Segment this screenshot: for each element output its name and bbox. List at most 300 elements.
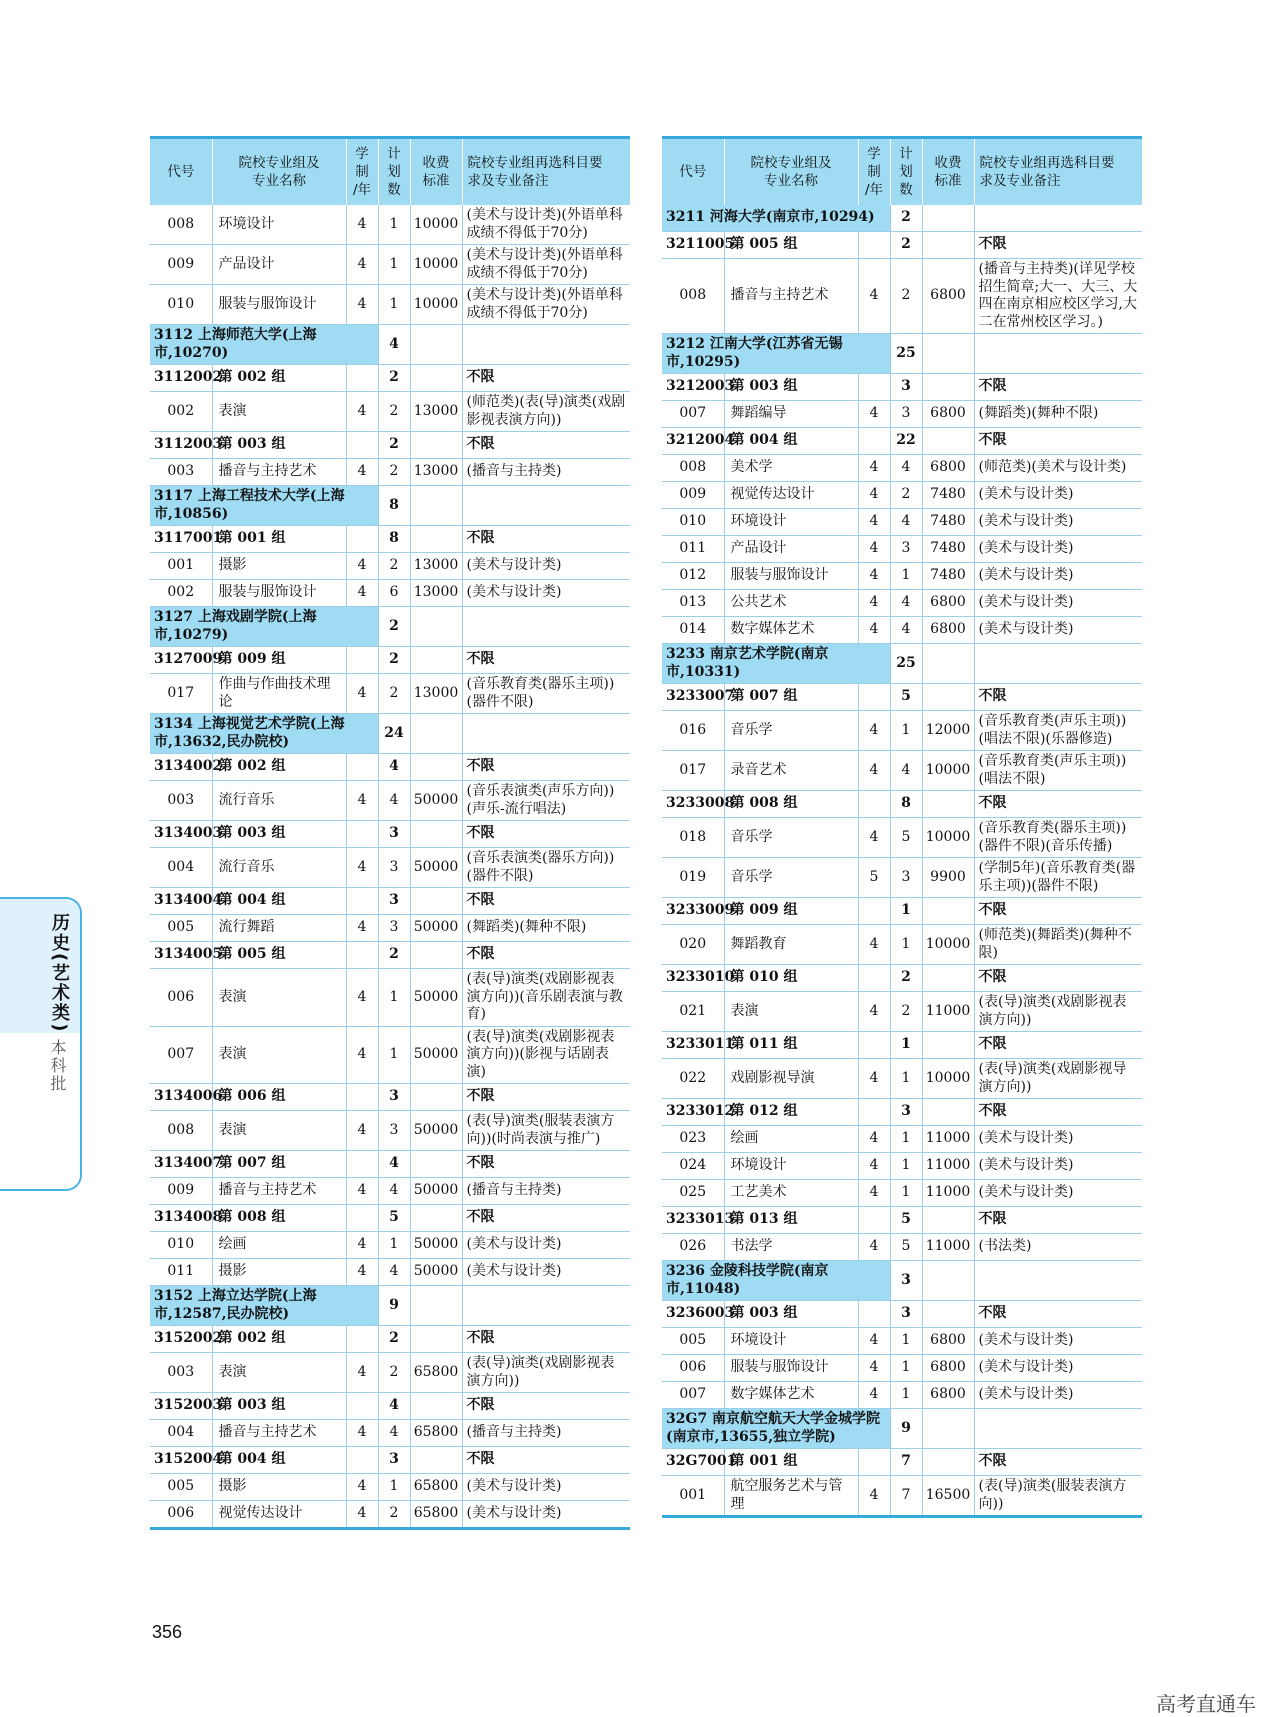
years-cell: 4 <box>346 580 378 607</box>
major-code: 001 <box>662 1476 724 1517</box>
fee-cell <box>922 898 974 925</box>
years-cell <box>346 432 378 459</box>
group-row <box>150 1205 630 1232</box>
fee-cell: 6800 <box>922 455 974 482</box>
university-name: 3212 江南大学(江苏省无锡市,10295) <box>662 334 890 374</box>
plan-count: 1 <box>378 969 410 1027</box>
requirement-cell: 不限 <box>974 1099 1142 1126</box>
plan-count: 2 <box>890 205 922 232</box>
years-cell: 4 <box>346 1501 378 1529</box>
years-cell: 4 <box>346 459 378 486</box>
requirement-cell <box>974 205 1142 232</box>
plan-count: 4 <box>378 1420 410 1447</box>
years-cell: 4 <box>858 1355 890 1382</box>
group-code: 3233009 <box>662 898 724 925</box>
requirement-cell: (美术与设计类) <box>974 563 1142 590</box>
group-row <box>150 365 630 392</box>
fee-cell: 10000 <box>410 245 462 285</box>
group-row <box>150 526 630 553</box>
years-cell: 4 <box>858 401 890 428</box>
years-cell: 4 <box>346 1178 378 1205</box>
major-name: 摄影 <box>212 1259 346 1286</box>
fee-cell: 65800 <box>410 1474 462 1501</box>
major-name: 表演 <box>212 392 346 432</box>
fee-cell: 11000 <box>922 1234 974 1261</box>
years-cell: 4 <box>858 1059 890 1099</box>
requirement-cell: (师范类)(美术与设计类) <box>974 455 1142 482</box>
group-code: 3212004 <box>662 428 724 455</box>
plan-count: 9 <box>890 1409 922 1449</box>
group-code: 3134005 <box>150 942 212 969</box>
requirement-cell: 不限 <box>462 1205 630 1232</box>
years-cell <box>346 365 378 392</box>
plan-count: 5 <box>378 1205 410 1232</box>
major-row <box>150 915 630 942</box>
major-name: 绘画 <box>724 1126 858 1153</box>
group-code: 3134002 <box>150 754 212 781</box>
years-cell: 4 <box>346 848 378 888</box>
university-name: 3112 上海师范大学(上海市,10270) <box>150 325 378 365</box>
university-row <box>150 714 630 754</box>
group-code: 3112003 <box>150 432 212 459</box>
years-cell: 4 <box>858 1382 890 1409</box>
major-row <box>662 992 1142 1032</box>
requirement-cell: (舞蹈类)(舞种不限) <box>462 915 630 942</box>
major-row <box>150 245 630 285</box>
years-cell <box>346 526 378 553</box>
group-code: 3112002 <box>150 365 212 392</box>
fee-cell <box>410 486 462 526</box>
plan-count: 4 <box>378 1393 410 1420</box>
major-code: 003 <box>150 781 212 821</box>
group-name: 第 005 组 <box>212 942 346 969</box>
plan-count: 3 <box>890 536 922 563</box>
plan-count: 1 <box>890 1382 922 1409</box>
plan-count: 2 <box>378 553 410 580</box>
watermark-text: 高考直通车 <box>1156 1692 1256 1716</box>
plan-count: 24 <box>378 714 410 754</box>
major-name: 作曲与作曲技术理论 <box>212 674 346 714</box>
plan-count: 2 <box>378 647 410 674</box>
plan-count: 3 <box>378 915 410 942</box>
major-name: 音乐学 <box>724 711 858 751</box>
group-name: 第 001 组 <box>212 526 346 553</box>
years-cell: 4 <box>346 1259 378 1286</box>
group-code: 3152003 <box>150 1393 212 1420</box>
requirement-cell: (美术与设计类) <box>462 1259 630 1286</box>
years-cell: 4 <box>858 711 890 751</box>
major-code: 018 <box>662 818 724 858</box>
fee-cell: 10000 <box>922 925 974 965</box>
group-row <box>662 1301 1142 1328</box>
years-cell <box>346 647 378 674</box>
major-row <box>150 285 630 325</box>
fee-cell: 12000 <box>922 711 974 751</box>
years-cell: 4 <box>346 1232 378 1259</box>
requirement-cell: 不限 <box>462 1151 630 1178</box>
years-cell: 4 <box>858 1153 890 1180</box>
years-cell <box>858 428 890 455</box>
fee-cell <box>410 888 462 915</box>
header-years: 学 制 /年 <box>346 138 378 206</box>
fee-cell: 50000 <box>410 1232 462 1259</box>
fee-cell: 16500 <box>922 1476 974 1517</box>
years-cell <box>346 1205 378 1232</box>
requirement-cell: (美术与设计类) <box>974 509 1142 536</box>
fee-cell: 50000 <box>410 915 462 942</box>
requirement-cell: (美术与设计类) <box>974 1180 1142 1207</box>
major-name: 产品设计 <box>212 245 346 285</box>
major-code: 017 <box>150 674 212 714</box>
group-name: 第 012 组 <box>724 1099 858 1126</box>
major-name: 摄影 <box>212 553 346 580</box>
major-name: 公共艺术 <box>724 590 858 617</box>
major-name: 播音与主持艺术 <box>212 459 346 486</box>
requirement-cell: (舞蹈类)(舞种不限) <box>974 401 1142 428</box>
fee-cell <box>922 334 974 374</box>
plan-count: 8 <box>890 791 922 818</box>
major-row <box>150 1501 630 1529</box>
major-code: 023 <box>662 1126 724 1153</box>
fee-cell: 13000 <box>410 553 462 580</box>
years-cell: 4 <box>346 1474 378 1501</box>
group-name: 第 009 组 <box>212 647 346 674</box>
group-row <box>150 647 630 674</box>
fee-cell <box>410 754 462 781</box>
years-cell: 4 <box>858 563 890 590</box>
fee-cell: 10000 <box>922 1059 974 1099</box>
fee-cell <box>922 1301 974 1328</box>
fee-cell <box>410 942 462 969</box>
group-row <box>150 754 630 781</box>
requirement-cell: 不限 <box>974 684 1142 711</box>
requirement-cell: 不限 <box>974 1032 1142 1059</box>
group-name: 第 003 组 <box>724 1301 858 1328</box>
major-code: 002 <box>150 392 212 432</box>
major-row <box>662 536 1142 563</box>
university-row <box>662 644 1142 684</box>
fee-cell <box>922 205 974 232</box>
years-cell: 4 <box>858 925 890 965</box>
fee-cell: 11000 <box>922 1126 974 1153</box>
major-code: 026 <box>662 1234 724 1261</box>
fee-cell: 10000 <box>410 285 462 325</box>
fee-cell: 50000 <box>410 1178 462 1205</box>
fee-cell: 10000 <box>922 818 974 858</box>
fee-cell <box>410 607 462 647</box>
fee-cell <box>922 1409 974 1449</box>
university-name: 3117 上海工程技术大学(上海市,10856) <box>150 486 378 526</box>
major-row <box>150 1353 630 1393</box>
group-row <box>150 1326 630 1353</box>
major-row <box>150 392 630 432</box>
major-name: 表演 <box>212 1353 346 1393</box>
university-name: 3233 南京艺术学院(南京市,10331) <box>662 644 890 684</box>
fee-cell <box>410 432 462 459</box>
major-row <box>662 1328 1142 1355</box>
requirement-cell <box>974 644 1142 684</box>
fee-cell <box>410 1084 462 1111</box>
major-row <box>662 1382 1142 1409</box>
plan-count: 1 <box>890 1355 922 1382</box>
major-name: 数字媒体艺术 <box>724 617 858 644</box>
plan-count: 2 <box>378 1353 410 1393</box>
fee-cell: 50000 <box>410 1259 462 1286</box>
plan-count: 2 <box>890 259 922 334</box>
major-code: 002 <box>150 580 212 607</box>
table-header <box>662 138 1142 206</box>
major-code: 005 <box>150 915 212 942</box>
group-code: 3233011 <box>662 1032 724 1059</box>
requirement-cell: (音乐表演类(器乐方向))(器件不限) <box>462 848 630 888</box>
major-code: 022 <box>662 1059 724 1099</box>
fee-cell <box>410 821 462 848</box>
fee-cell: 50000 <box>410 1111 462 1151</box>
major-name: 舞蹈教育 <box>724 925 858 965</box>
requirement-cell: (美术与设计类) <box>462 1501 630 1529</box>
university-row <box>150 607 630 647</box>
group-row <box>662 428 1142 455</box>
major-name: 流行音乐 <box>212 848 346 888</box>
plan-count: 25 <box>890 644 922 684</box>
major-code: 016 <box>662 711 724 751</box>
university-row <box>662 334 1142 374</box>
major-code: 009 <box>662 482 724 509</box>
fee-cell: 11000 <box>922 1180 974 1207</box>
group-code: 3236003 <box>662 1301 724 1328</box>
requirement-cell: (音乐教育类(声乐主项))(唱法不限)(乐器修造) <box>974 711 1142 751</box>
requirement-cell: 不限 <box>974 965 1142 992</box>
plan-count: 2 <box>890 992 922 1032</box>
plan-count: 2 <box>378 392 410 432</box>
requirement-cell: 不限 <box>462 821 630 848</box>
plan-count: 3 <box>890 374 922 401</box>
years-cell: 4 <box>346 553 378 580</box>
plan-count: 2 <box>378 674 410 714</box>
requirement-cell: (播音与主持类)(详见学校招生简章;大一、大三、大四在南京相应校区学习,大二在常州校区学习。) <box>974 259 1142 334</box>
group-code: 3134004 <box>150 888 212 915</box>
plan-count: 3 <box>890 1261 922 1301</box>
group-name: 第 003 组 <box>724 374 858 401</box>
fee-cell: 50000 <box>410 848 462 888</box>
fee-cell: 9900 <box>922 858 974 898</box>
years-cell <box>858 1301 890 1328</box>
requirement-cell: (播音与主持类) <box>462 1420 630 1447</box>
requirement-cell: (美术与设计类) <box>974 1382 1142 1409</box>
major-row <box>662 818 1142 858</box>
group-row <box>662 1207 1142 1234</box>
years-cell: 4 <box>346 1420 378 1447</box>
fee-cell <box>922 232 974 259</box>
major-name: 服装与服饰设计 <box>724 1355 858 1382</box>
requirement-cell: (美术与设计类) <box>462 580 630 607</box>
requirement-cell: 不限 <box>974 374 1142 401</box>
years-cell: 4 <box>858 1180 890 1207</box>
major-name: 播音与主持艺术 <box>212 1420 346 1447</box>
plan-count: 2 <box>378 607 410 647</box>
years-cell <box>346 1393 378 1420</box>
years-cell: 4 <box>858 818 890 858</box>
major-code: 020 <box>662 925 724 965</box>
plan-count: 4 <box>890 455 922 482</box>
major-code: 010 <box>150 285 212 325</box>
years-cell <box>346 1151 378 1178</box>
plan-count: 5 <box>890 818 922 858</box>
years-cell <box>346 1084 378 1111</box>
header-code: 代号 <box>662 138 724 206</box>
major-code: 010 <box>662 509 724 536</box>
major-code: 024 <box>662 1153 724 1180</box>
years-cell: 4 <box>858 1234 890 1261</box>
group-row <box>150 942 630 969</box>
plan-count: 2 <box>378 432 410 459</box>
requirement-cell: 不限 <box>462 888 630 915</box>
fee-cell <box>922 965 974 992</box>
fee-cell <box>922 684 974 711</box>
group-row <box>662 684 1142 711</box>
major-code: 004 <box>150 848 212 888</box>
years-cell <box>346 754 378 781</box>
years-cell: 4 <box>346 1353 378 1393</box>
major-name: 美术学 <box>724 455 858 482</box>
group-row <box>150 1084 630 1111</box>
major-name: 环境设计 <box>212 205 346 245</box>
fee-cell: 13000 <box>410 392 462 432</box>
years-cell <box>858 1099 890 1126</box>
plan-count: 1 <box>378 245 410 285</box>
years-cell <box>858 374 890 401</box>
fee-cell <box>410 365 462 392</box>
requirement-cell: (表(导)演类(服装表演方向))(时尚表演与推广) <box>462 1111 630 1151</box>
university-name: 3134 上海视觉艺术学院(上海市,13632,民办院校) <box>150 714 378 754</box>
major-row <box>150 1420 630 1447</box>
major-name: 播音与主持艺术 <box>724 259 858 334</box>
requirement-cell: (美术与设计类) <box>974 536 1142 563</box>
group-name: 第 005 组 <box>724 232 858 259</box>
plan-count: 5 <box>890 684 922 711</box>
group-name: 第 004 组 <box>212 1447 346 1474</box>
group-code: 3134007 <box>150 1151 212 1178</box>
side-tab-batch: 本科批 <box>48 1039 67 1093</box>
fee-cell <box>922 1261 974 1301</box>
page-number: 356 <box>152 1622 183 1642</box>
group-code: 3117001 <box>150 526 212 553</box>
group-code: 3127009 <box>150 647 212 674</box>
group-row <box>662 1449 1142 1476</box>
major-code: 025 <box>662 1180 724 1207</box>
major-row <box>150 553 630 580</box>
requirement-cell: (学制5年)(音乐教育类(器乐主项))(器件不限) <box>974 858 1142 898</box>
group-name: 第 010 组 <box>724 965 858 992</box>
major-code: 021 <box>662 992 724 1032</box>
university-row <box>662 205 1142 232</box>
plan-count: 4 <box>378 781 410 821</box>
university-name: 3211 河海大学(南京市,10294) <box>662 205 890 232</box>
requirement-cell: 不限 <box>462 754 630 781</box>
fee-cell <box>922 644 974 684</box>
fee-cell: 6800 <box>922 1355 974 1382</box>
plan-count: 8 <box>378 486 410 526</box>
fee-cell <box>410 1286 462 1326</box>
header-requirements: 院校专业组再选科目要 求及专业备注 <box>462 138 630 206</box>
plan-count: 3 <box>378 1084 410 1111</box>
fee-cell <box>410 1326 462 1353</box>
fee-cell: 11000 <box>922 1153 974 1180</box>
fee-cell: 50000 <box>410 781 462 821</box>
major-row <box>662 563 1142 590</box>
major-row <box>662 858 1142 898</box>
major-name: 服装与服饰设计 <box>212 285 346 325</box>
group-name: 第 003 组 <box>212 821 346 848</box>
plan-count: 1 <box>890 1059 922 1099</box>
requirement-cell: (美术与设计类)(外语单科成绩不得低于70分) <box>462 205 630 245</box>
major-name: 流行音乐 <box>212 781 346 821</box>
major-row <box>150 781 630 821</box>
major-row <box>662 1180 1142 1207</box>
fee-cell: 7480 <box>922 509 974 536</box>
requirement-cell: 不限 <box>462 1084 630 1111</box>
plan-count: 2 <box>890 965 922 992</box>
group-code: 3233013 <box>662 1207 724 1234</box>
major-name: 音乐学 <box>724 858 858 898</box>
plan-count: 1 <box>378 1474 410 1501</box>
fee-cell: 65800 <box>410 1501 462 1529</box>
group-row <box>150 432 630 459</box>
major-name: 环境设计 <box>724 1328 858 1355</box>
years-cell <box>346 942 378 969</box>
major-row <box>662 590 1142 617</box>
group-name: 第 006 组 <box>212 1084 346 1111</box>
requirement-cell: 不限 <box>462 365 630 392</box>
years-cell: 4 <box>858 1328 890 1355</box>
requirement-cell: (音乐教育类(器乐主项))(器件不限) <box>462 674 630 714</box>
major-row <box>662 1059 1142 1099</box>
years-cell: 4 <box>346 781 378 821</box>
major-code: 011 <box>662 536 724 563</box>
group-code: 3212003 <box>662 374 724 401</box>
fee-cell: 6800 <box>922 1382 974 1409</box>
requirement-cell: (表(导)演类(戏剧影视表演方向))(音乐剧表演与教育) <box>462 969 630 1027</box>
years-cell: 4 <box>858 1126 890 1153</box>
requirement-cell: 不限 <box>974 232 1142 259</box>
major-name: 服装与服饰设计 <box>212 580 346 607</box>
plan-count: 8 <box>378 526 410 553</box>
years-cell: 4 <box>858 1476 890 1517</box>
group-name: 第 007 组 <box>724 684 858 711</box>
group-name: 第 013 组 <box>724 1207 858 1234</box>
major-row <box>662 711 1142 751</box>
major-code: 008 <box>150 1111 212 1151</box>
major-row <box>150 848 630 888</box>
plan-count: 2 <box>378 459 410 486</box>
fee-cell: 13000 <box>410 674 462 714</box>
fee-cell: 6800 <box>922 617 974 644</box>
requirement-cell: 不限 <box>462 1326 630 1353</box>
header-name: 院校专业组及 专业名称 <box>212 138 346 206</box>
years-cell: 4 <box>346 205 378 245</box>
years-cell <box>858 898 890 925</box>
major-code: 004 <box>150 1420 212 1447</box>
plan-count: 4 <box>378 325 410 365</box>
fee-cell <box>410 526 462 553</box>
university-name: 3236 金陵科技学院(南京市,11048) <box>662 1261 890 1301</box>
requirement-cell: (美术与设计类) <box>974 1328 1142 1355</box>
fee-cell <box>922 428 974 455</box>
group-row <box>662 791 1142 818</box>
plan-count: 4 <box>378 754 410 781</box>
group-name: 第 008 组 <box>724 791 858 818</box>
major-name: 舞蹈编导 <box>724 401 858 428</box>
